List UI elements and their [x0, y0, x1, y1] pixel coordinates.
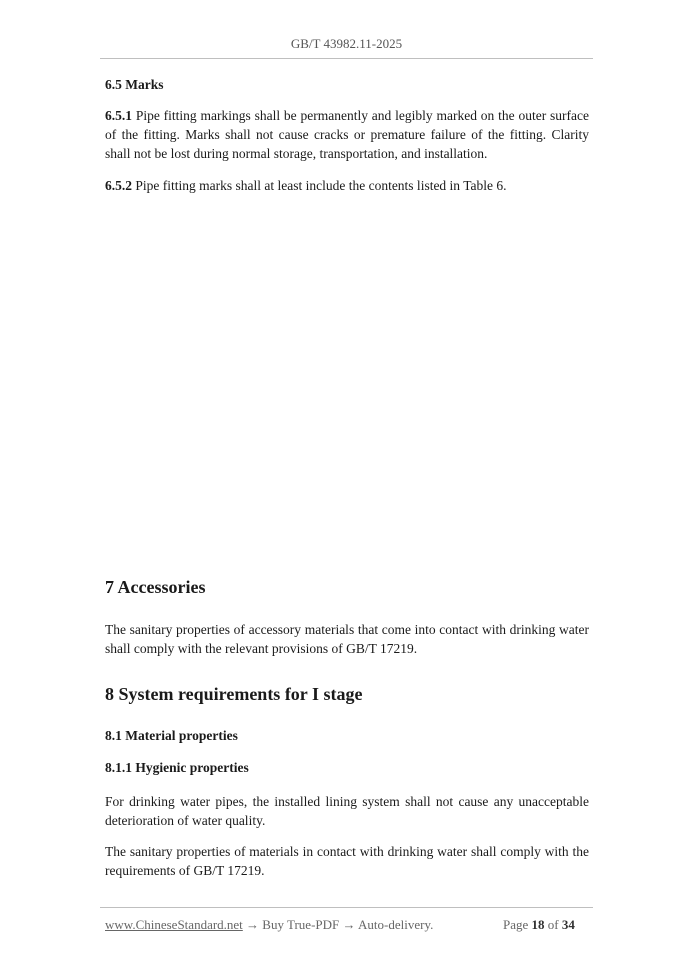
- paragraph-6-5-2: [105, 176, 589, 195]
- delivery-text: Auto-delivery.: [358, 917, 434, 932]
- document-code-header: GB/T 43982.11-2025: [290, 36, 403, 51]
- header-divider: [100, 58, 593, 59]
- section-7-heading: 7 Accessories: [105, 577, 206, 597]
- arrow-icon: →: [246, 917, 260, 932]
- clause-text: Pipe fitting markings shall be permanently and legibly marked on the outer surface of the fitting. Marks shall not cause cracks or premature failure of the fitting. Clarity shall not be lost during normal storage, transportation, and installation.: [105, 108, 589, 161]
- section-6-5-heading: 6.5 Marks: [105, 77, 164, 92]
- page-label: Page: [503, 917, 529, 932]
- paragraph-7: The sanitary properties of accessory materials that come into contact with drinking water shall comply with the relevant provisions of GB/T 17219.: [105, 622, 589, 656]
- buy-pdf-link[interactable]: Buy True-PDF: [262, 917, 340, 932]
- clause-text: Pipe fitting marks shall at least include the contents listed in Table 6.: [132, 178, 507, 193]
- site-link[interactable]: www.ChineseStandard.net: [105, 917, 243, 932]
- section-8-1-heading: 8.1 Material properties: [105, 728, 238, 743]
- clause-number: 6.5.1: [105, 108, 132, 123]
- footer-divider: [100, 907, 593, 908]
- paragraph-6-5-1: [105, 106, 589, 163]
- clause-number: 6.5.2: [105, 178, 132, 193]
- page-number: [503, 917, 575, 933]
- footer-links: [105, 917, 433, 933]
- section-8-heading: 8 System requirements for I stage: [105, 684, 363, 704]
- arrow-icon: →: [342, 917, 356, 932]
- current-page: 18: [531, 917, 545, 932]
- total-pages: 34: [561, 917, 575, 932]
- paragraph-8-1-1-a: For drinking water pipes, the installed lining system shall not cause any unacceptable deterioration of water quality.: [105, 794, 589, 828]
- of-label: of: [547, 917, 559, 932]
- paragraph-8-1-1-b: The sanitary properties of materials in contact with drinking water shall comply with the requirements of GB/T 17219.: [105, 844, 589, 878]
- section-8-1-1-heading: 8.1.1 Hygienic properties: [105, 760, 249, 775]
